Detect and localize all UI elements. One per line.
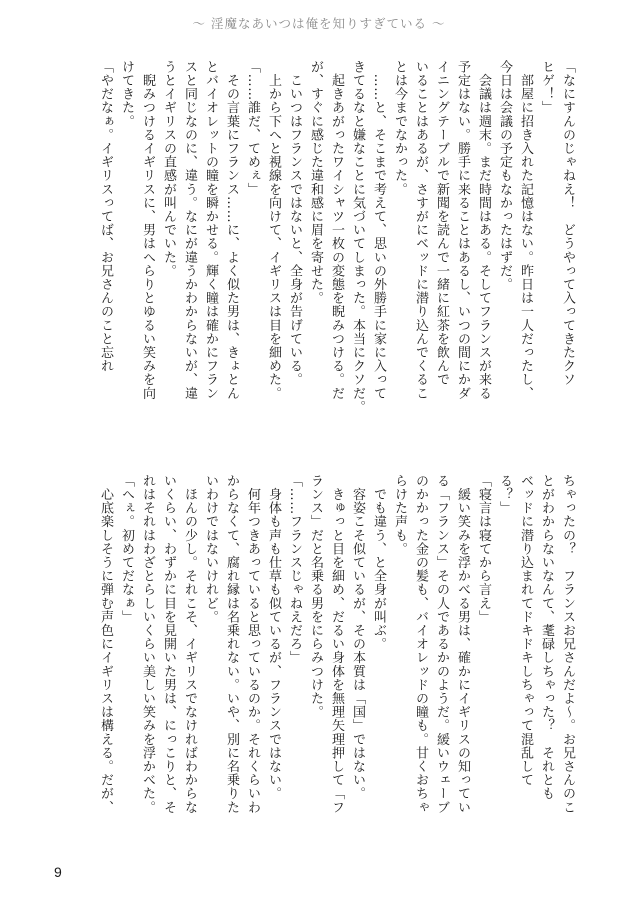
text-column: ちゃったの？ フランスお兄さんだよ〜。お兄さんのこ xyxy=(560,474,575,814)
page-number: 9 xyxy=(54,864,62,880)
text-column: 起きあがったワイシャツ一枚の変態を睨みつける。だ xyxy=(329,60,344,400)
text-column: いわけではないけれど。 xyxy=(203,474,218,624)
text-column: 「寝言は寝てから言え」 xyxy=(476,474,491,624)
text-column: からなくて、腐れ縁は名乗れない。いや、別に名乗りた xyxy=(224,474,239,814)
text-column: ベッドに潜り込まれてドキドキしちゃって混乱して xyxy=(518,474,533,787)
text-column: 予定はない。勝手に来ることはあるし、いつの間にかダ xyxy=(455,60,470,400)
text-column: 心底楽しそうに弾む声色にイギリスは構える。だが、 xyxy=(98,474,113,814)
text-column: こいつはフランスではないと、全身が告げている。 xyxy=(287,60,302,387)
text-block-bottom xyxy=(58,474,578,814)
text-column: 睨みつけるイギリスに、男はへらりとゆるい笑みを向 xyxy=(140,60,155,400)
text-column: 「へぇ。初めてだなぁ」 xyxy=(119,474,134,624)
text-column: その言葉にフランス……に、よく似た男は、きょとん xyxy=(224,60,239,400)
text-column: 「なにすんのじゃねえ！ どうやって入ってきたクソ xyxy=(560,60,575,387)
text-column: ランス」だと名乗る男をにらみつけた。 xyxy=(308,474,323,719)
text-column: けてきた。 xyxy=(119,60,134,128)
text-column: 緩い笑みを浮かべる男は、確かにイギリスの知ってい xyxy=(455,474,470,814)
text-column: 「……誰だ、てめぇ」 xyxy=(245,60,260,196)
text-column: ほんの少し。それこそ、イギリスでなければわからな xyxy=(182,474,197,814)
text-column: 会議は週末。まだ時間はある。そしてフランスが来る xyxy=(476,60,491,400)
text-column: 「やだなぁ。イギリスってば、お兄さんのこと忘れ xyxy=(98,60,113,373)
text-column: 何年つきあっていると思っているのか。それくらいわ xyxy=(245,474,260,814)
text-column: 今日は会議の予定もなかったはずだ。 xyxy=(497,60,512,292)
text-column: とがわからないなんて、耄碌しちゃった？ それとも xyxy=(539,474,554,801)
text-column: でも違う、と全身が叫ぶ。 xyxy=(371,474,386,651)
text-column: うとイギリスの直感が叫んでいた。 xyxy=(161,60,176,278)
text-column: る？」 xyxy=(497,474,512,515)
text-column: きゅっと目を細め、だるい身体を無理矢理押して「フ xyxy=(329,474,344,814)
text-column: れはそれはわざとらしいくらい美しい笑みを浮かべた。 xyxy=(140,474,155,814)
text-column: 身体も声も仕草も似ているが、フランスではない。 xyxy=(266,474,281,801)
text-column: いることはあるが、さすがにベッドに潜り込んでくるこ xyxy=(413,60,428,400)
text-column: とは今までなかった。 xyxy=(392,60,407,196)
text-column: が、すぐに感じた違和感に眉を寄せた。 xyxy=(308,60,323,305)
text-column: らけた声も。 xyxy=(392,474,407,556)
text-column: いくらい、わずかに目を見開いた男は、にっこりと、そ xyxy=(161,474,176,814)
text-column: 「……フランスじゃねえだろ」 xyxy=(287,474,302,665)
text-block-top xyxy=(58,60,578,442)
text-column: とバイオレットの瞳を瞬かせる。輝く瞳は確かにフラン xyxy=(203,60,218,400)
text-column: る「フランス」その人であるかのようだ。緩いウェーブ xyxy=(434,474,449,814)
text-column: スと同じなのに、違う。なにが違うかわからないが、違 xyxy=(182,60,197,400)
text-column: きてるなと嫌なことに気づいてしまった。本当にクソだ。 xyxy=(350,60,365,414)
text-column: のかかった金の髪も、バイオレッドの瞳も。甘くおちゃ xyxy=(413,474,428,814)
text-column: イニングテーブルで新聞を読んで一緒に紅茶を飲んで xyxy=(434,60,449,387)
text-column: 上から下へと視線を向けて、イギリスは目を細めた。 xyxy=(266,60,281,400)
text-column: ヒゲ！」 xyxy=(539,60,554,115)
text-column: 容姿こそ似ているが、その本質は「国」ではない。 xyxy=(350,474,365,801)
page-header-title: 〜 淫魔なあいつは俺を知りすぎている 〜 xyxy=(192,16,446,31)
text-column: 部屋に招き入れた記憶はない。昨日は一人だったし、 xyxy=(518,60,533,400)
text-column: ……と、そこまで考えて、思いの外勝手に家に入って xyxy=(371,60,386,400)
